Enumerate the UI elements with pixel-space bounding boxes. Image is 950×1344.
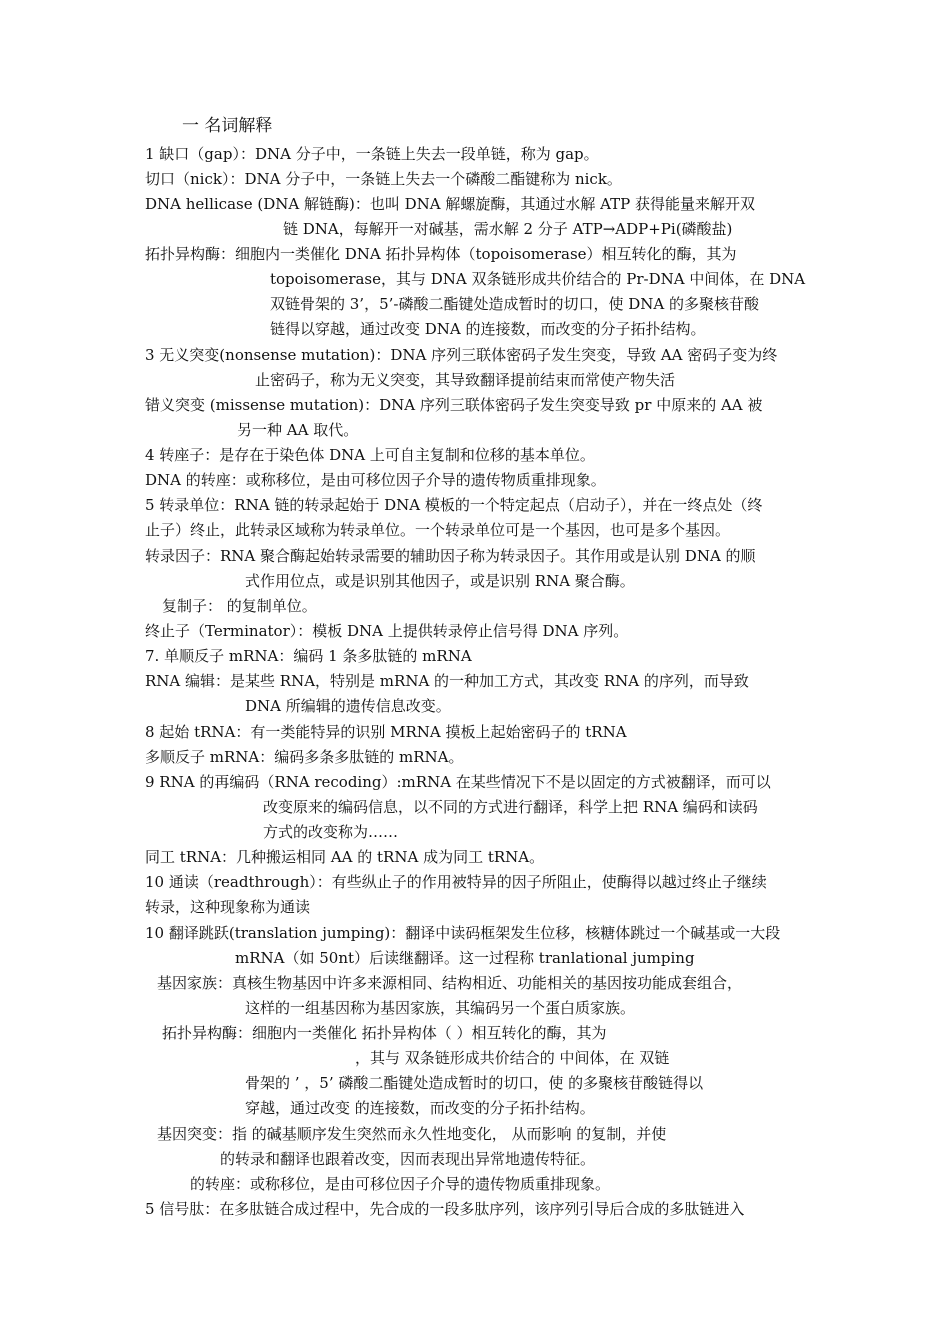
text-line: 切口（nick）：DNA 分子中，一条链上失去一个磷酸二酯键称为 nick。	[145, 170, 622, 188]
text-line: 链得以穿越，通过改变 DNA 的连接数，而改变的分子拓扑结构。	[270, 320, 706, 338]
text-line: 止子）终止，此转录区域称为转录单位。一个转录单位可是一个基因，也可是多个基因。	[145, 521, 731, 539]
text-line: 链 DNA，每解开一对碱基，需水解 2 分子 ATP→ADP+Pi(磷酸盐)	[283, 220, 733, 238]
text-line: 10 通读（readthrough）：有些纵止子的作用被特异的因子所阻止，使酶得以越过终止子继续	[145, 873, 767, 891]
text-line: 的转座：或称移位，是由可移位因子介导的遗传物质重排现象。	[190, 1175, 611, 1193]
text-line: 多顺反子 mRNA：编码多条多肽链的 mRNA。	[145, 748, 464, 766]
text-line: mRNA（如 50nt）后读继翻译。这一过程称 tranlational jumping	[235, 949, 695, 967]
text-line: RNA 编辑：是某些 RNA，特别是 mRNA 的一种加工方式，其改变 RNA 的序列，而导致	[145, 672, 749, 690]
text-line: 转录，这种现象称为通读	[145, 898, 311, 916]
text-line: 基因突变：指 的碱基顺序发生突然而永久性地变化， 从而影响 的复制，并使	[157, 1125, 667, 1143]
text-line: 5 转录单位：RNA 链的转录起始于 DNA 模板的一个特定起点（启动子），并在一终点处（终	[145, 496, 763, 514]
text-line: 7. 单顺反子 mRNA：编码 1 条多肽链的 mRNA	[145, 647, 472, 665]
text-line: 拓扑异构酶：细胞内一类催化 拓扑异构体（ ）相互转化的酶，其为	[162, 1024, 607, 1042]
text-line: 止密码子，称为无义突变，其导致翻译提前结束而常使产物失活	[255, 371, 676, 389]
text-line: 1 缺口（gap）：DNA 分子中，一条链上失去一段单链，称为 gap。	[145, 145, 599, 163]
text-line: 的转录和翻译也跟着改变，因而表现出异常地遗传特征。	[220, 1150, 596, 1168]
text-line: 终止子（Terminator）：模板 DNA 上提供转录停止信号得 DNA 序列。	[145, 622, 629, 640]
text-line: 复制子： 的复制单位。	[162, 597, 317, 615]
text-line: 这样的一组基因称为基因家族，其编码另一个蛋白质家族。	[245, 999, 636, 1017]
text-line: 9 RNA 的再编码（RNA recoding）:mRNA 在某些情况下不是以固定的方式被翻译，而可以	[145, 773, 771, 791]
text-line: 双链骨架的 3’，5’-磷酸二酯键处造成暂时的切口，使 DNA 的多聚核苷酸	[270, 295, 759, 313]
text-line: 10 翻译跳跃(translation jumping)：翻译中读码框架发生位移，核糖体跳过一个碱基或一大段	[145, 924, 781, 942]
text-line: 改变原来的编码信息，以不同的方式进行翻译，科学上把 RNA 编码和读码	[263, 798, 758, 816]
text-line: 方式的改变称为……	[263, 823, 399, 841]
text-line: 转录因子：RNA 聚合酶起始转录需要的辅助因子称为转录因子。其作用或是认别 DNA 的顺	[145, 547, 756, 565]
text-line: ，其与 双条链形成共价结合的 中间体，在 双链	[355, 1049, 670, 1067]
section-heading: 一 名词解释	[182, 116, 273, 136]
text-line: 拓扑异构酶：细胞内一类催化 DNA 拓扑异构体（topoisomerase）相互转化的酶，其为	[145, 245, 737, 263]
text-line: 3 无义突变(nonsense mutation)：DNA 序列三联体密码子发生突变，导致 AA 密码子变为终	[145, 346, 778, 364]
text-line: 4 转座子：是存在于染色体 DNA 上可自主复制和位移的基本单位。	[145, 446, 595, 464]
text-line: DNA 所编辑的遗传信息改变。	[245, 697, 451, 715]
text-line: 骨架的 ’ ，5’ 磷酸二酯键处造成暂时的切口，使 的多聚核苷酸链得以	[245, 1074, 704, 1092]
text-line: 错义突变 (missense mutation)：DNA 序列三联体密码子发生突变导致 pr 中原来的 AA 被	[145, 396, 763, 414]
text-line: DNA 的转座：或称移位，是由可移位因子介导的遗传物质重排现象。	[145, 471, 606, 489]
text-line: topoisomerase，其与 DNA 双条链形成共价结合的 Pr-DNA 中间体，在 DNA	[270, 270, 806, 288]
text-line: DNA hellicase (DNA 解链酶)：也叫 DNA 解螺旋酶，其通过水解 ATP 获得能量来解开双	[145, 195, 755, 213]
text-line: 同工 tRNA：几种搬运相同 AA 的 tRNA 成为同工 tRNA。	[145, 848, 545, 866]
text-line: 另一种 AA 取代。	[237, 421, 359, 439]
text-line: 5 信号肽：在多肽链合成过程中，先合成的一段多肽序列，该序列引导后合成的多肽链进入	[145, 1200, 745, 1218]
text-line: 基因家族：真核生物基因中许多来源相同、结构相近、功能相关的基因按功能成套组合，	[157, 974, 743, 992]
text-line: 穿越，通过改变 的连接数，而改变的分子拓扑结构。	[245, 1099, 595, 1117]
text-line: 8 起始 tRNA：有一类能特异的识别 MRNA 摸板上起始密码子的 tRNA	[145, 723, 627, 741]
text-line: 式作用位点，或是识别其他因子，或是识别 RNA 聚合酶。	[245, 572, 635, 590]
